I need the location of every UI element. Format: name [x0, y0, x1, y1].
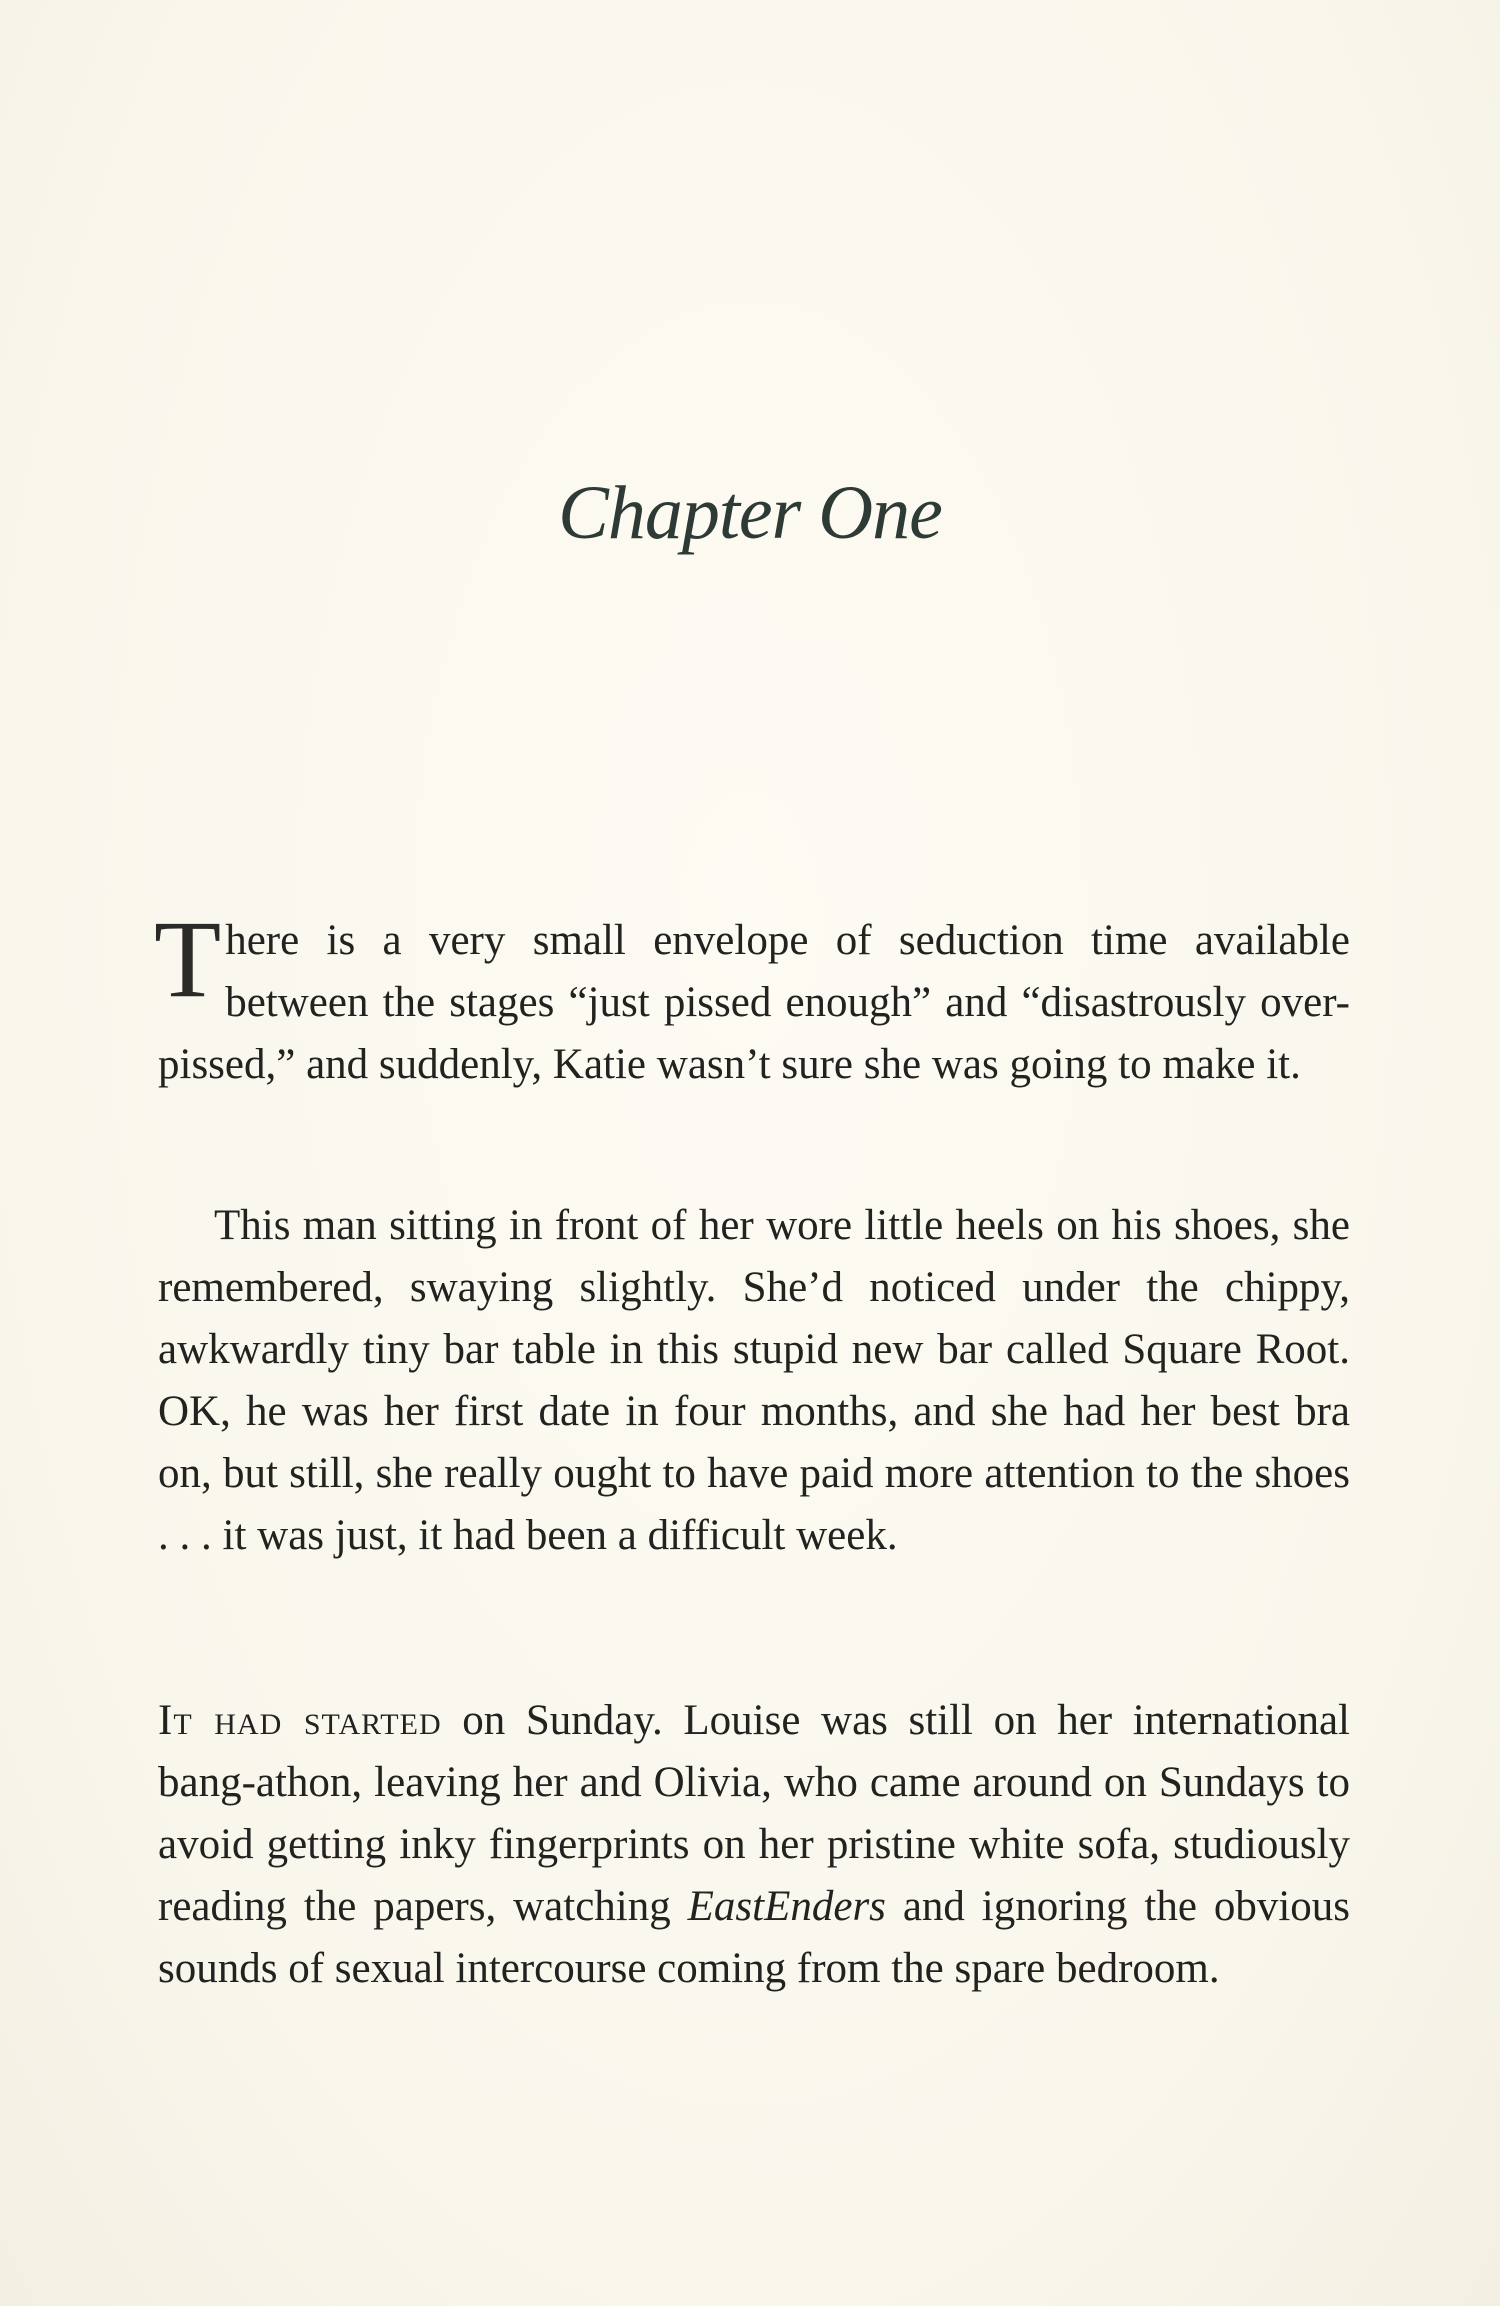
- paragraph-1: [154, 898, 1350, 1096]
- paragraph-3-text-b: and ignoring the obvious sounds of sexual intercourse coming from the spare bedroom.: [158, 1883, 1351, 1992]
- section-lead-in: It had started: [158, 1697, 442, 1744]
- drop-cap: T: [154, 898, 222, 1020]
- paragraph-1-text: here is a very small envelope of seduction time available between the stages “just pissed enough” and “disastrously over-pissed,” and suddenly, Katie wasn’t sure she was going to make it.: [158, 917, 1350, 1088]
- tv-show-title: EastEnders: [687, 1883, 886, 1930]
- paragraph-2: [158, 1195, 1350, 1567]
- paragraph-2-text: This man sitting in front of her wore little heels on his shoes, she remembered, swaying slightly. She’d noticed under the chippy, awkwardly tiny bar table in this stupid new bar called Square Root. OK, he was her first date in four months, and she had her best bra on, but still, she really ought to have paid more attention to the shoes . . . it was just, it had been a difficult week.: [158, 1202, 1350, 1559]
- chapter-title: Chapter One: [558, 471, 942, 555]
- paragraph-3-text-a: on Sunday. Louise was still on her international bang-athon, leaving her and Olivia, who came around on Sundays to avoid getting inky fingerprints on her pristine white sofa, studiously reading the papers, watching: [158, 1697, 1351, 1930]
- paragraph-3: [158, 1690, 1350, 2000]
